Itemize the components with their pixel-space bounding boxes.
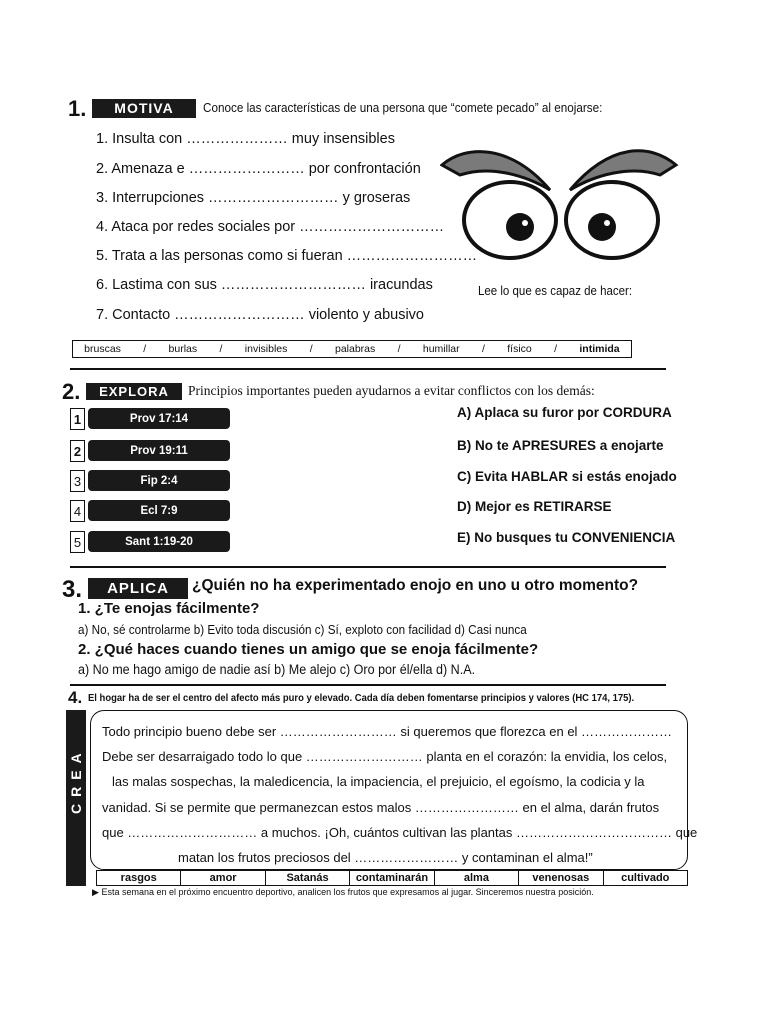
triangle-bullet-icon: ▶ xyxy=(92,887,99,897)
answer-item: C) Evita HABLAR si estás enojado xyxy=(457,469,677,484)
word-bank-item: burlas xyxy=(168,343,198,355)
crea-line: las malas sospechas, la maledicencia, la impaciencia, el prejuicio, el egoísmo, la codicia y la xyxy=(112,774,645,789)
word-bank-separator: / xyxy=(481,343,485,355)
list-item: 3. Interrupciones ……………………… y groseras xyxy=(96,190,411,206)
list-item: 1. Insulta con ………………… muy insensibles xyxy=(96,131,395,147)
section4-number: 4. xyxy=(68,688,83,707)
word-bank-1 xyxy=(72,340,632,358)
list-item: 5. Trata a las personas como si fueran ……………………… xyxy=(96,248,478,264)
section3-tag: APLICA xyxy=(88,578,188,599)
ref-pill: Prov 19:11 xyxy=(88,440,230,461)
section1-number: 1. xyxy=(68,96,87,121)
word-bank-separator: / xyxy=(219,343,223,355)
word-bank-item: amor xyxy=(181,871,265,885)
answer-item: A) Aplaca su furor por CORDURA xyxy=(457,405,672,420)
word-bank-item: alma xyxy=(435,871,519,885)
crea-side-label: CREA xyxy=(68,746,84,814)
crea-line: matan los frutos preciosos del …………………… y contaminan el alma!” xyxy=(178,850,593,865)
section4-heading: El hogar ha de ser el centro del afecto más puro y elevado. Cada día deben fomentarse principios y valores (HC 174, 175). xyxy=(88,692,635,704)
word-bank-item: intimida xyxy=(579,343,620,355)
word-bank-separator: / xyxy=(397,343,401,355)
word-bank-item: rasgos xyxy=(97,871,181,885)
answer-item: B) No te APRESURES a enojarte xyxy=(457,438,664,453)
crea-line: Todo principio bueno debe ser ……………………… si queremos que florezca en el ………………… xyxy=(102,724,673,739)
crea-line: Debe ser desarraigado todo lo que ……………………… planta en el corazón: la envidia, los celos, xyxy=(102,749,668,764)
word-bank-item: invisibles xyxy=(244,343,288,355)
section3-number: 3. xyxy=(62,576,83,603)
question-2: 2. ¿Qué haces cuando tienes un amigo que se enoja fácilmente? xyxy=(78,641,539,658)
word-bank-separator: / xyxy=(309,343,313,355)
crea-line: que ………………………… a muchos. ¡Oh, cuántos cultivan las plantas ……………………………… que xyxy=(102,825,698,840)
ref-number: 2 xyxy=(70,440,85,462)
word-bank-item: venenosas xyxy=(519,871,603,885)
word-bank-item: bruscas xyxy=(84,343,121,355)
word-bank-separator: / xyxy=(554,343,558,355)
question-1-options: a) No, sé controlarme b) Evito toda discusión c) Sí, exploto con facilidad d) Casi nunca xyxy=(78,622,527,637)
section-divider xyxy=(70,684,666,686)
ref-number: 1 xyxy=(70,408,85,430)
crea-line: vanidad. Si se permite que permanezcan estos malos …………………… en el alma, darán frutos xyxy=(102,800,660,815)
ref-pill: Prov 17:14 xyxy=(88,408,230,429)
list-item: 7. Contacto ……………………… violento y abusivo xyxy=(96,307,424,323)
word-bank-item: físico xyxy=(507,343,532,355)
word-bank-item: palabras xyxy=(334,343,376,355)
footnote xyxy=(92,887,594,898)
section2-tag: EXPLORA xyxy=(86,383,182,400)
right-pupil xyxy=(588,213,616,241)
list-item: 2. Amenaza e …………………… por confrontación xyxy=(96,161,421,177)
question-1: 1. ¿Te enojas fácilmente? xyxy=(78,600,260,617)
word-bank-item: humillar xyxy=(422,343,460,355)
section3-heading: ¿Quién no ha experimentado enojo en uno u otro momento? xyxy=(192,577,639,594)
answer-item: D) Mejor es RETIRARSE xyxy=(457,499,612,514)
word-bank-item: contaminarán xyxy=(350,871,434,885)
angry-eyes-illustration xyxy=(440,135,680,265)
section2-number: 2. xyxy=(62,379,81,404)
section1-heading: Conoce las características de una persona que “comete pecado” al enojarse: xyxy=(203,100,603,115)
list-item: 4. Ataca por redes sociales por ………………………… xyxy=(96,219,445,235)
section2-heading: Principios importantes pueden ayudarnos a evitar conflictos con los demás: xyxy=(188,383,595,398)
eyes-caption: Lee lo que es capaz de hacer: xyxy=(478,284,633,298)
ref-pill: Fip 2:4 xyxy=(88,470,230,491)
section1-tag: MOTIVA xyxy=(92,99,196,118)
answer-item: E) No busques tu CONVENIENCIA xyxy=(457,530,676,545)
list-item: 6. Lastima con sus ………………………… iracundas xyxy=(96,277,433,293)
word-bank-item: cultivado xyxy=(621,872,670,884)
section-divider xyxy=(70,566,666,568)
section-divider xyxy=(70,368,666,370)
ref-number: 4 xyxy=(70,500,85,522)
word-bank-separator: / xyxy=(143,343,147,355)
ref-number: 5 xyxy=(70,531,85,553)
ref-pill: Ecl 7:9 xyxy=(88,500,230,521)
question-2-options: a) No me hago amigo de nadie así b) Me alejo c) Oro por él/ella d) N.A. xyxy=(78,662,476,677)
word-bank-item: Satanás xyxy=(266,871,350,885)
footnote-text: Esta semana en el próximo encuentro deportivo, analicen los frutos que expresamos al jugar. Sinceremos nuestra posición. xyxy=(101,887,594,897)
ref-pill: Sant 1:19-20 xyxy=(88,531,230,552)
word-bank-2 xyxy=(96,870,688,886)
left-pupil xyxy=(506,213,534,241)
ref-number: 3 xyxy=(70,470,85,492)
